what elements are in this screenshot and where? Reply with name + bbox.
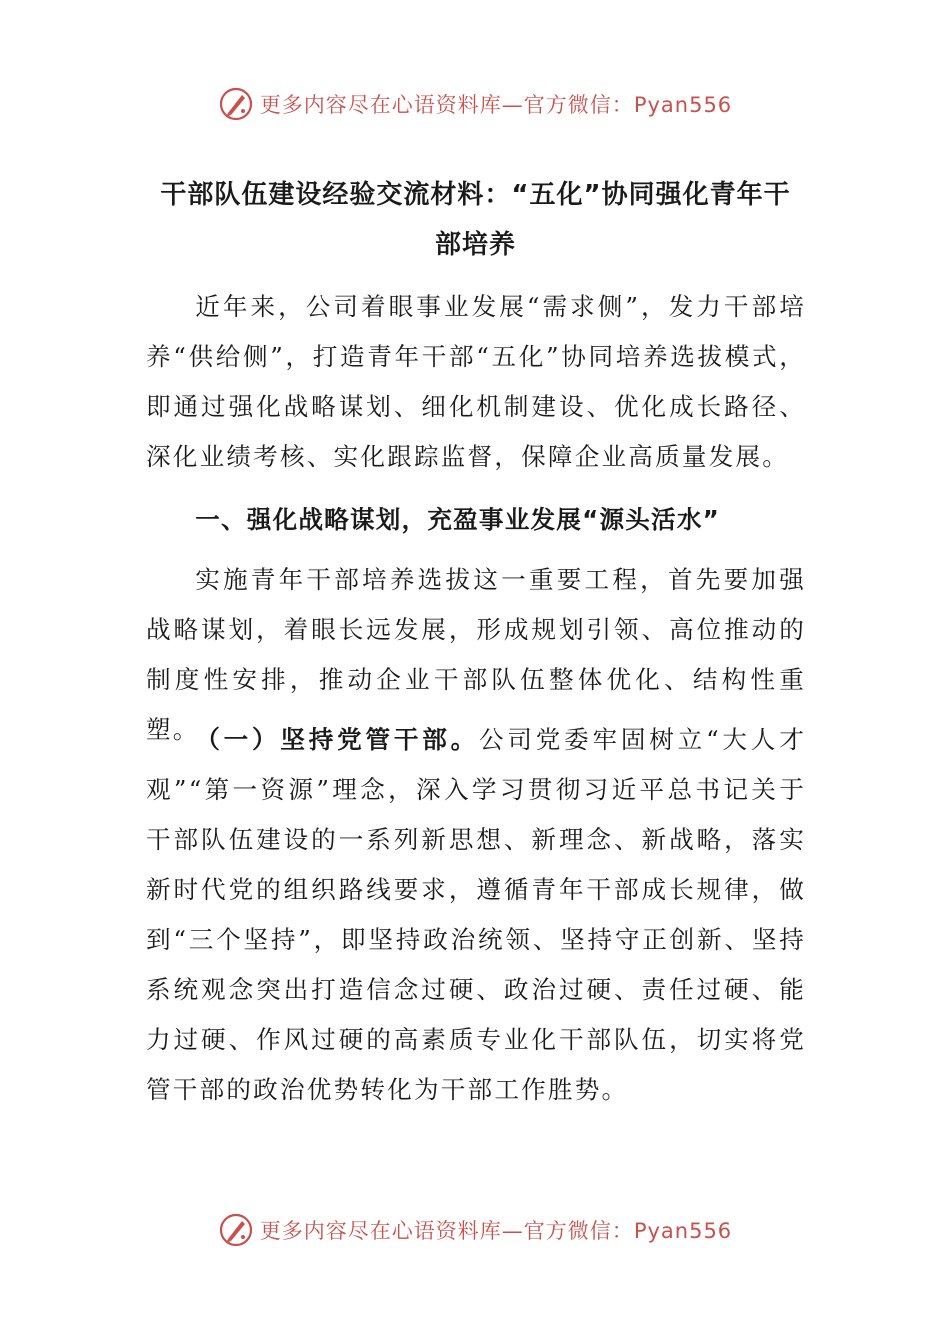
watermark-text: 更多内容尽在心语资料库—官方微信：Pyan556 — [259, 1219, 733, 1243]
section-1-paragraph: 实施青年干部培养选拔这一重要工程，首先要加强战略谋划，着眼长远发展，形成规划引领、高位推动的制度性安排，推动企业干部队伍整体优化、结构性重塑。 — [146, 565, 806, 744]
header-watermark — [0, 82, 950, 126]
subsection-1-paragraph — [146, 715, 806, 1115]
watermark-text: 更多内容尽在心语资料库—官方微信：Pyan556 — [259, 93, 733, 117]
footer-watermark — [0, 1208, 950, 1252]
watermark-wechat-id: Pyan556 — [633, 1219, 733, 1243]
pen-circle-logo-icon — [218, 86, 254, 122]
watermark-wechat-id: Pyan556 — [633, 93, 733, 117]
intro-paragraph: 近年来，公司着眼事业发展“需求侧”，发力干部培养“供给侧”，打造青年干部“五化”协同培养选拔模式，即通过强化战略谋划、细化机制建设、优化成长路径、深化业绩考核、实化跟踪监督，保障企业高质量发展。 — [146, 292, 806, 471]
section-1-heading: 一、强化战略谋划，充盈事业发展“源头活水” — [195, 505, 720, 534]
subsection-1-body: 公司党委牢固树立“大人才观”“第一资源”理念，深入学习贯彻习近平总书记关于干部队伍建设的一系列新思想、新理念、新战略，落实新时代党的组织路线要求，遵循青年干部成长规律，做到“三个坚持”，即坚持政治统领、坚持守正创新、坚持系统观念突出打造信念过硬、政治过硬、责任过硬、能力过硬、作风过硬的高素质专业化干部队伍，切实将党管干部的政治优势转化为干部工作胜势。 — [146, 725, 806, 1104]
pen-circle-logo-icon — [218, 1212, 254, 1248]
subsection-1-lead: （一）坚持党管干部。 — [195, 725, 480, 754]
document-title: 干部队伍建设经验交流材料：“五化”协同强化青年干部培养 — [160, 180, 791, 260]
